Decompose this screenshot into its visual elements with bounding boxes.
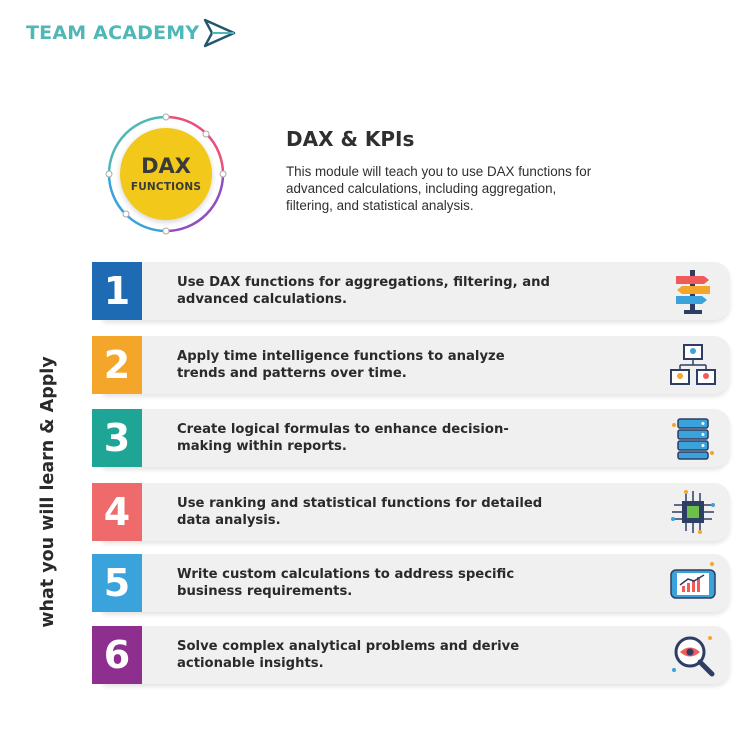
network-users-icon bbox=[668, 340, 718, 390]
item-text: Write custom calculations to address specific business requirements. bbox=[177, 567, 515, 599]
item-text: Use ranking and statistical functions for detailed data analysis. bbox=[177, 496, 543, 528]
brand-logo bbox=[26, 18, 237, 48]
item-text: Solve complex analytical problems and derive actionable insights. bbox=[177, 639, 520, 671]
badge-core bbox=[120, 128, 212, 220]
signpost-icon bbox=[668, 266, 718, 316]
learning-item-2 bbox=[92, 336, 732, 394]
learning-item-4 bbox=[92, 483, 732, 541]
item-number: 1 bbox=[92, 262, 142, 320]
magnifier-eye-icon bbox=[668, 630, 718, 680]
brand-name: TEAM ACADEMY bbox=[26, 22, 200, 44]
item-text: Create logical formulas to enhance decision-making within reports. bbox=[177, 422, 509, 454]
server-stack-icon bbox=[668, 413, 718, 463]
item-number: 3 bbox=[92, 409, 142, 467]
badge-title: DAX bbox=[141, 153, 191, 178]
learning-item-6 bbox=[92, 626, 732, 684]
item-number: 6 bbox=[92, 626, 142, 684]
item-number: 5 bbox=[92, 554, 142, 612]
learning-item-3 bbox=[92, 409, 732, 467]
badge-subtitle: FUNCTIONS bbox=[130, 180, 202, 193]
module-description: This module will teach you to use DAX functions for advanced calculations, including aggregation, filtering, and statistical analysis. bbox=[286, 164, 592, 213]
phone-chart-icon bbox=[668, 558, 718, 608]
side-label: what you will learn & Apply bbox=[38, 356, 58, 628]
arrow-logo-icon bbox=[203, 18, 237, 48]
module-title: DAX & KPIs bbox=[286, 127, 415, 151]
item-text: Apply time intelligence functions to analyze trends and patterns over time. bbox=[177, 349, 505, 381]
processor-chip-icon bbox=[668, 487, 718, 537]
learning-item-5 bbox=[92, 554, 732, 612]
item-text: Use DAX functions for aggregations, filtering, and advanced calculations. bbox=[177, 275, 550, 307]
item-number: 4 bbox=[92, 483, 142, 541]
dax-functions-badge bbox=[104, 112, 228, 236]
learning-item-1 bbox=[92, 262, 732, 320]
item-number: 2 bbox=[92, 336, 142, 394]
